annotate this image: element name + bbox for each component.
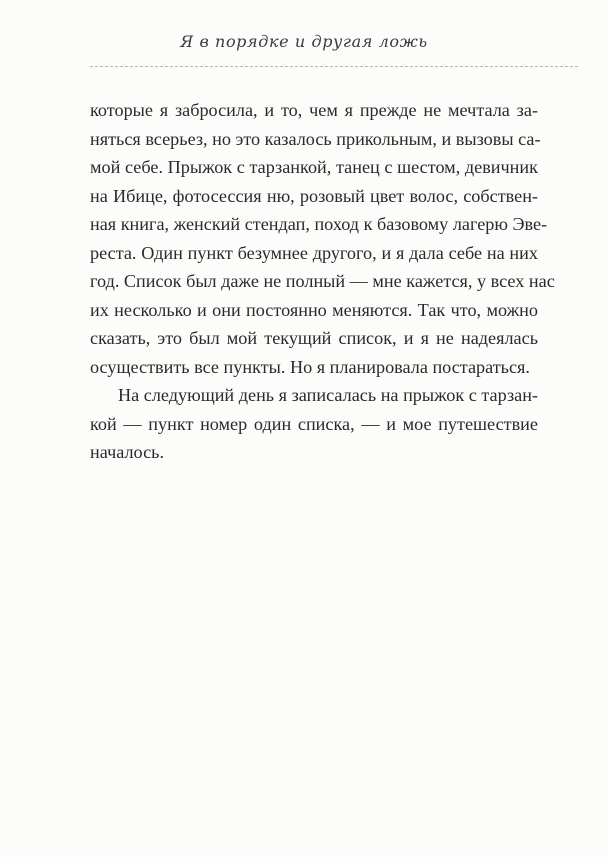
text-line: кой — пункт номер один списка, — и мое путешествие xyxy=(90,413,538,434)
paragraph-2 xyxy=(90,381,538,467)
text-line: На следующий день я записалась на прыжок с тарзан- xyxy=(118,385,538,405)
text-line: на Ибице, фотосессия ню, розовый цвет волос, собствен- xyxy=(90,185,538,206)
body-text xyxy=(90,96,555,467)
paragraph-1 xyxy=(90,96,555,381)
text-line: их несколько и они постоянно меняются. Так что, можно xyxy=(90,299,538,320)
text-line: ная книга, женский стендап, поход к базовому лагерю Эве- xyxy=(90,214,548,234)
text-line: началось. xyxy=(90,442,164,462)
header-divider xyxy=(90,66,578,67)
text-line: мой себе. Прыжок с тарзанкой, танец с шестом, девичник xyxy=(90,157,538,177)
text-line: которые я забросила, и то, чем я прежде не мечтала за- xyxy=(90,100,538,120)
text-line: реста. Один пункт безумнее другого, и я дала себе на них xyxy=(90,242,538,263)
text-line: сказать, это был мой текущий список, и я не надеялась xyxy=(90,328,538,348)
running-header: Я в порядке и другая ложь xyxy=(180,32,428,51)
text-line: год. Список был даже не полный — мне кажется, у всех нас xyxy=(90,271,555,291)
text-line: няться всерьез, но это казалось прикольным, и вызовы са- xyxy=(90,128,541,149)
text-line: осуществить все пункты. Но я планировала постараться. xyxy=(90,356,530,377)
